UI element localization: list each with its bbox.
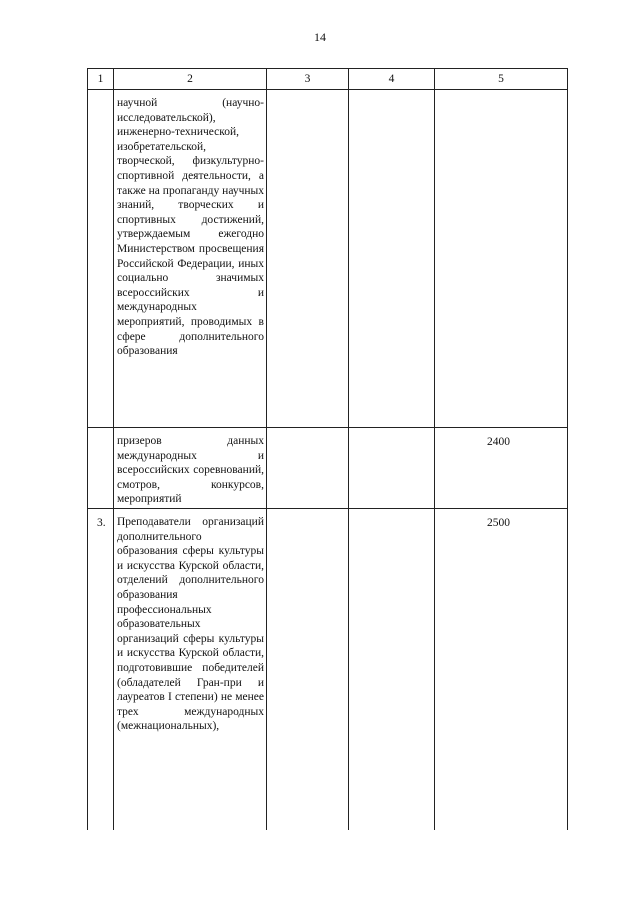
row-number (88, 428, 113, 435)
row-amount: 2500 (487, 517, 510, 529)
column-3-cell (267, 90, 349, 428)
row-number-cell (88, 509, 114, 831)
page-number: 14 (314, 30, 326, 44)
row-description: призеров данных международных и всероссийских соревнований, смотров, конкурсов, мероприятий (117, 435, 264, 506)
column-3-cell (267, 428, 349, 509)
description-cell (114, 428, 267, 509)
column-4-cell (349, 428, 435, 509)
header-cell: 3 (267, 69, 349, 90)
amount-cell (435, 509, 568, 831)
row-amount (435, 90, 567, 97)
description-cell (114, 90, 267, 428)
amount-cell (435, 90, 568, 428)
table-header-row (88, 69, 568, 90)
amount-cell (435, 428, 568, 509)
row-description: научной (научно-исследовательской), инженерно-технической, изобретательской, творческой, физкультурно-спортивной деятельности, а также на пропаганду научных знаний, творческих и спортивных достижений, утверждаемым ежегодно Министерством просвещения Российской Федерации, иных социально значимых всероссийских и международных мероприятий, проводимых в сфере дополнительного образования (117, 97, 264, 358)
row-number-cell (88, 428, 114, 509)
header-cell: 4 (349, 69, 435, 90)
header-cell: 2 (114, 69, 267, 90)
table-row (88, 428, 568, 509)
document-table (87, 68, 568, 830)
column-4-cell (349, 90, 435, 428)
row-number: 3. (97, 517, 106, 529)
header-cell: 1 (88, 69, 114, 90)
column-4-cell (349, 509, 435, 831)
column-3-cell (267, 509, 349, 831)
row-number-cell (88, 90, 114, 428)
table-row (88, 509, 568, 831)
header-cell: 5 (435, 69, 568, 90)
row-amount: 2400 (487, 436, 510, 448)
row-number (88, 90, 113, 97)
table-row (88, 90, 568, 428)
description-cell (114, 509, 267, 831)
row-description: Преподаватели организаций дополнительного образования сферы культуры и искусства Курской области, отделений дополнительного образования профессиональных образовательных организаций сферы культуры и искусства Курской области, подготовившие победителей (обладателей Гран-при и лауреатов I степени) не менее трех международных (межнациональных), (117, 516, 264, 733)
